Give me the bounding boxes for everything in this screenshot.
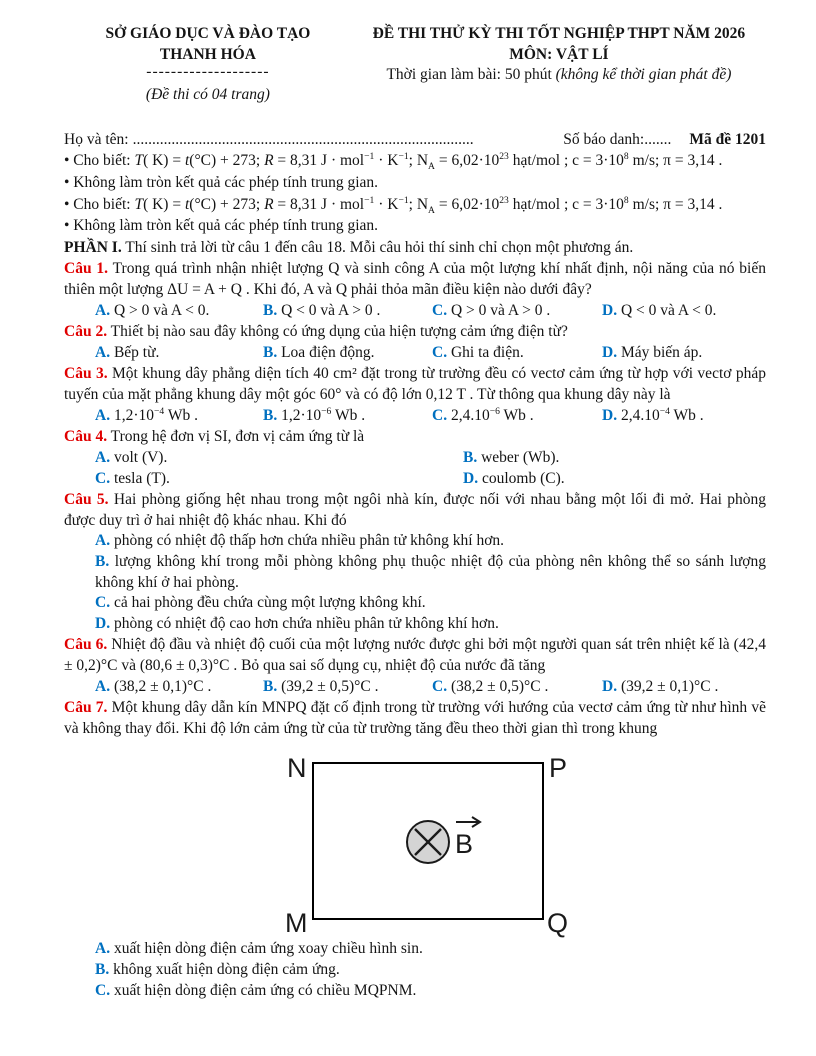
given-constants-line-2: • Cho biết: T( K) = t(°C) + 273; R = 8,31 $J \cdot mol^{-1} \cdot K^{-1}$; $N_A = 6,02\cdot 10^{23}$ hạt/mol ; $c = 3\cdot 10^8$ m/s; π = 3,14 . (64, 194, 723, 216)
option-3d: D. $2,4.10^{-4}$ Wb . (602, 405, 704, 424)
question-1 (64, 259, 766, 321)
option-4c: C. tesla (T). (95, 469, 170, 487)
question-3-text: Câu 3. Một khung dây phẳng diện tích 40 cm² đặt trong từ trường đều có vectơ cảm ứng từ hợp với vectơ pháp tuyến của mặt phẳng khung dây một góc 60° và có độ lớn 0,12 T . Từ thông qua khung dây này là (64, 365, 766, 404)
candidate-info-line (64, 130, 766, 151)
question-2-text: Câu 2. Thiết bị nào sau đây không có ứng dụng của hiện tượng cảm ứng điện từ? (64, 323, 568, 341)
question-6-label: Câu 6. (64, 636, 108, 654)
question-3 (64, 364, 766, 426)
question-3-label: Câu 3. (64, 365, 108, 383)
part1-heading: PHẦN I. Thí sinh trả lời từ câu 1 đến câu 18. Mỗi câu hỏi thí sinh chỉ chọn một phương án. (64, 238, 634, 256)
option-7c: C. xuất hiện dòng điện cảm ứng có chiều MQPNM. (95, 981, 417, 999)
option-4b: B. weber (Wb). (463, 448, 560, 466)
no-rounding-note-2: • Không làm tròn kết quả các phép tính trung gian. (64, 217, 379, 235)
option-1c: C. Q > 0 và A > 0 . (432, 301, 551, 319)
option-2d: D. Máy biến áp. (602, 343, 703, 361)
option-5b: B. lượng không khí trong mỗi phòng không phụ thuộc nhiệt độ của phòng nên không thể so sánh lượng không khí ở hai phòng. (95, 552, 766, 591)
option-1a: A. Q > 0 và A < 0. (95, 301, 210, 319)
option-7a: A. xuất hiện dòng điện cảm ứng xoay chiều hình sin. (95, 940, 423, 958)
question-2-label: Câu 2. (64, 323, 108, 341)
corner-label-n: N (287, 753, 307, 784)
option-3a: A. $1,2\cdot 10^{-4}$ Wb . (95, 405, 198, 424)
question-7-text: Câu 7. Một khung dây dẫn kín MNPQ đặt cố định trong từ trường với hướng của vectơ cảm ứng từ như hình vẽ và không thay đổi. Khi độ lớn cảm ứng từ của từ trường tăng đều theo thời gian thì trong khung (64, 699, 766, 737)
exam-title: ĐỀ THI THỬ KỲ THI TỐT NGHIỆP THPT NĂM 2026 (372, 25, 746, 42)
question-6-options (64, 677, 766, 698)
part1-label: PHẦN I. (64, 238, 122, 256)
title-block (352, 24, 766, 106)
sbd-label: Số báo danh: (563, 130, 645, 148)
corner-label-p: P (549, 753, 568, 784)
option-1b: B. Q < 0 và A > 0 . (263, 301, 381, 319)
name-label: Họ và tên: (64, 130, 129, 148)
option-6c: C. (38,2 ± 0,5)°C . (432, 677, 549, 695)
issuer-block (64, 24, 352, 106)
no-rounding-note-1: • Không làm tròn kết quả các phép tính trung gian. (64, 173, 379, 191)
question-4-options (64, 448, 766, 489)
option-2b: B. Loa điện động. (263, 343, 375, 361)
page-count-note: (Đề thi có 04 trang) (145, 86, 270, 104)
mnpq-figure (283, 743, 766, 939)
option-6b: B. (39,2 ± 0,5)°C . (263, 677, 379, 695)
question-5-text: Câu 5. Hai phòng giống hệt nhau trong một ngôi nhà kín, được nối với nhau bằng một lối đi mở. Hai phòng được duy trì ở hai nhiệt độ khác nhau. Khi đó (64, 491, 766, 529)
question-6-text: Câu 6. Nhiệt độ đầu và nhiệt độ cuối của một lượng nước được ghi bởi một người quan sát trên nhiệt kế là (42,4 ± 0,2)°C và (80,6 ± 0,3)°C . Bỏ qua sai số dụng cụ, nhiệt độ của nước đã tăng (64, 636, 766, 674)
option-1d: D. Q < 0 và A < 0. (602, 301, 717, 319)
option-5d: D. phòng có nhiệt độ cao hơn chứa nhiều phân tử không khí hơn. (95, 614, 499, 632)
corner-label-m: M (285, 908, 308, 939)
option-5a: A. phòng có nhiệt độ thấp hơn chứa nhiều phân tử không khí hơn. (95, 532, 505, 550)
option-2a: A. Bếp từ. (95, 343, 160, 361)
question-2 (64, 322, 766, 363)
question-5 (64, 490, 766, 634)
question-1-options (64, 301, 766, 322)
b-field-label: B (455, 829, 474, 860)
header-divider: -------------------- (146, 63, 270, 81)
question-7-label: Câu 7. (64, 699, 108, 717)
option-6d: D. (39,2 ± 0,1)°C . (602, 677, 719, 695)
given-constants-line-1: • Cho biết: T( K) = t(°C) + 273; R = 8,31 $J \cdot mol^{-1} \cdot K^{-1}$; $N_A = 6,02\cdot 10^{23}$ hạt/mol ; $c = 3\cdot 10^8$ m/s; π = 3,14 . (64, 151, 723, 173)
question-1-label: Câu 1. (64, 260, 109, 278)
question-1-text: Câu 1. Trong quá trình nhận nhiệt lượng Q và sinh công A của một lượng khí nhất định, nội năng của nó biến thiên một lượng ΔU = A + Q . Khi đó, A và Q phải thỏa mãn điều kiện nào dưới đây? (64, 260, 766, 299)
question-4-text: Câu 4. Trong hệ đơn vị SI, đơn vị cảm ứng từ là (64, 428, 365, 446)
option-6a: A. (38,2 ± 0,1)°C . (95, 677, 212, 695)
sbd-fill-dots: ....... (644, 130, 672, 148)
option-3b: B. $1,2\cdot 10^{-6}$ Wb . (263, 405, 366, 424)
name-fill-dots: ........................................................................................ (132, 130, 474, 148)
option-2c: C. Ghi ta điện. (432, 343, 524, 361)
question-5-label: Câu 5. (64, 491, 109, 509)
option-5c: C. cả hai phòng đều chứa cùng một lượng không khí. (95, 594, 426, 612)
mnpq-frame-drawing (283, 743, 593, 939)
duration-line: Thời gian làm bài: 50 phút (không kể thời gian phát đề) (386, 66, 732, 84)
option-3c: C. $2,4.10^{-6}$ Wb . (432, 405, 534, 424)
exam-code: Mã đề 1201 (689, 130, 766, 148)
option-4d: D. coulomb (C). (463, 469, 565, 487)
issuer-line2: THANH HÓA (159, 45, 256, 63)
option-4a: A. volt (V). (95, 448, 168, 466)
question-2-options (64, 343, 766, 364)
question-4 (64, 427, 766, 489)
question-6 (64, 635, 766, 697)
option-7b: B. không xuất hiện dòng điện cảm ứng. (95, 961, 340, 979)
subject-title: MÔN: VẬT LÍ (509, 45, 609, 63)
issuer-line1: SỞ GIÁO DỤC VÀ ĐÀO TẠO (105, 25, 311, 42)
question-4-label: Câu 4. (64, 428, 108, 446)
exam-header (64, 24, 766, 106)
question-3-options (64, 406, 766, 427)
question-7 (64, 698, 766, 1001)
corner-label-q: Q (547, 908, 569, 939)
